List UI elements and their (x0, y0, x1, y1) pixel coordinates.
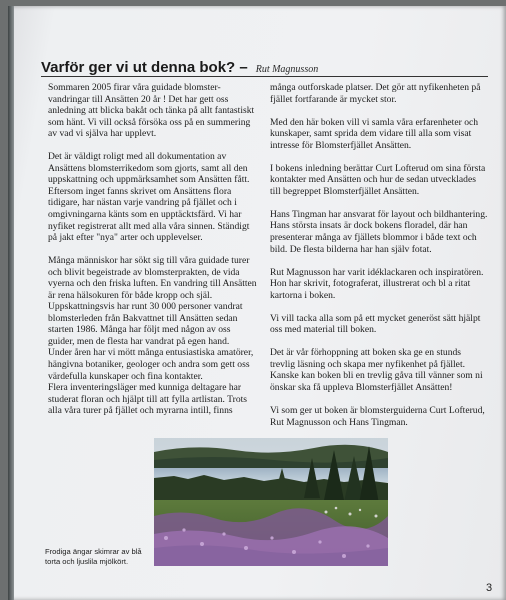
paragraph: I bokens inledning berättar Curt Lofterud om sina första kontakter med Ansätten och hur de sedan utvecklades till begreppet Blomsterfjället Ansätten. (270, 162, 486, 197)
paragraph: många outforskade platser. Det gör att nyfikenheten på fjället fortfarande är mycket stor. (270, 82, 481, 105)
paragraph: Eftersom inget fanns skrivet om Ansättens flora tidigare, har nästan varje vandring på fjället och i omgivningarna känts som en upptäcktsfärd. Vi har nyfiket registrerat allt med alla våra sinnen. Ständigt på jakt efter "nya" arter och upplevelser. (48, 185, 250, 244)
right-text-column (270, 82, 488, 428)
page-binding-shadow (8, 6, 14, 600)
paragraph: Flera inventeringsläger med kunniga deltagare har studerat floran och hjälpt till att fylla artlistan. Trots alla våra turer på fjället och myrarna intill, finns (48, 382, 248, 417)
paragraph: Vi som ger ut boken är blomsterguiderna Curt Lofterud, Rut Magnusson och Hans Tingman. (270, 404, 485, 428)
paragraph: Uppskattningsvis har runt 30 000 personer vandrat blomsterleden från Bakvattnet till Ansätten sedan starten 1986. Många har följt med någon av oss guider, men de flesta har vandrat på egen hand. (48, 301, 243, 347)
book-page (8, 6, 506, 600)
paragraph: Det är vår förhoppning att boken ska ge en stunds trevlig läsning och skapa mer nyfikenhet på fjället. Kanske kan boken bli en trevlig gåva till vänner som ni önskar ska få uppleva Blomsterfjället Ansätten! (270, 347, 483, 393)
article-title: Varför ger vi ut denna bok? – (41, 59, 248, 76)
meadow-photo (154, 438, 388, 566)
paragraph: Hans Tingman har ansvarat för layout och bildhantering. Hans största insats är dock bokens floradel, där han presenterar många av fjällets blommor i både text och bild. De flesta bilderna har han själv fotat. (270, 208, 488, 255)
paragraph: Vi vill tacka alla som på ett mycket generöst sätt hjälpt oss med material till boken. (270, 312, 481, 336)
paragraph: Rut Magnusson har varit idéklackaren och inspiratören. Hon har skrivit, fotograferat, illustrerat och bl a ritat kartorna i boken. (270, 266, 484, 301)
paragraph: Med den här boken vill vi samla våra erfarenheter och kunskaper, samt sprida dem vidare till alla som visat intresse för Blomsterfjället Ansätten. (270, 116, 479, 151)
photo-caption: Frodiga ängar skimrar av blå torta och ljuslila mjölkört. (45, 547, 142, 566)
title-rule (41, 76, 488, 77)
article-author: Rut Magnusson (255, 64, 319, 75)
paragraph: Många människor har sökt sig till våra guidade turer och blivit begeistrade av blomsterprakten, de vida vyerna och den friska luften. En vandring till Ansätten är rena hälsokuren för både kropp och själ. (48, 255, 257, 301)
paragraph: Det är väldigt roligt med all dokumentation av Ansättens blomsterrikedom som gjorts, samt all den uppskattning och uppmärksamhet som Ansätten fått. (48, 151, 250, 186)
paragraph: Sommaren 2005 firar våra guidade blomster-vandringar till Ansätten 20 år ! Det har gett oss anledning att blicka bakåt och tänka på allt fantastiskt som hänt. Vi vill också försöka oss på en summering av vad vi själva har upplevt. (48, 82, 255, 140)
paragraph: Under åren har vi mött många entusiastiska amatörer, hängivna botaniker, geologer och andra som gett oss värdefulla kunskaper och fina kontakter. (48, 347, 254, 382)
left-text-column (48, 82, 258, 417)
page-number: 3 (486, 582, 493, 594)
article-header (41, 59, 318, 77)
